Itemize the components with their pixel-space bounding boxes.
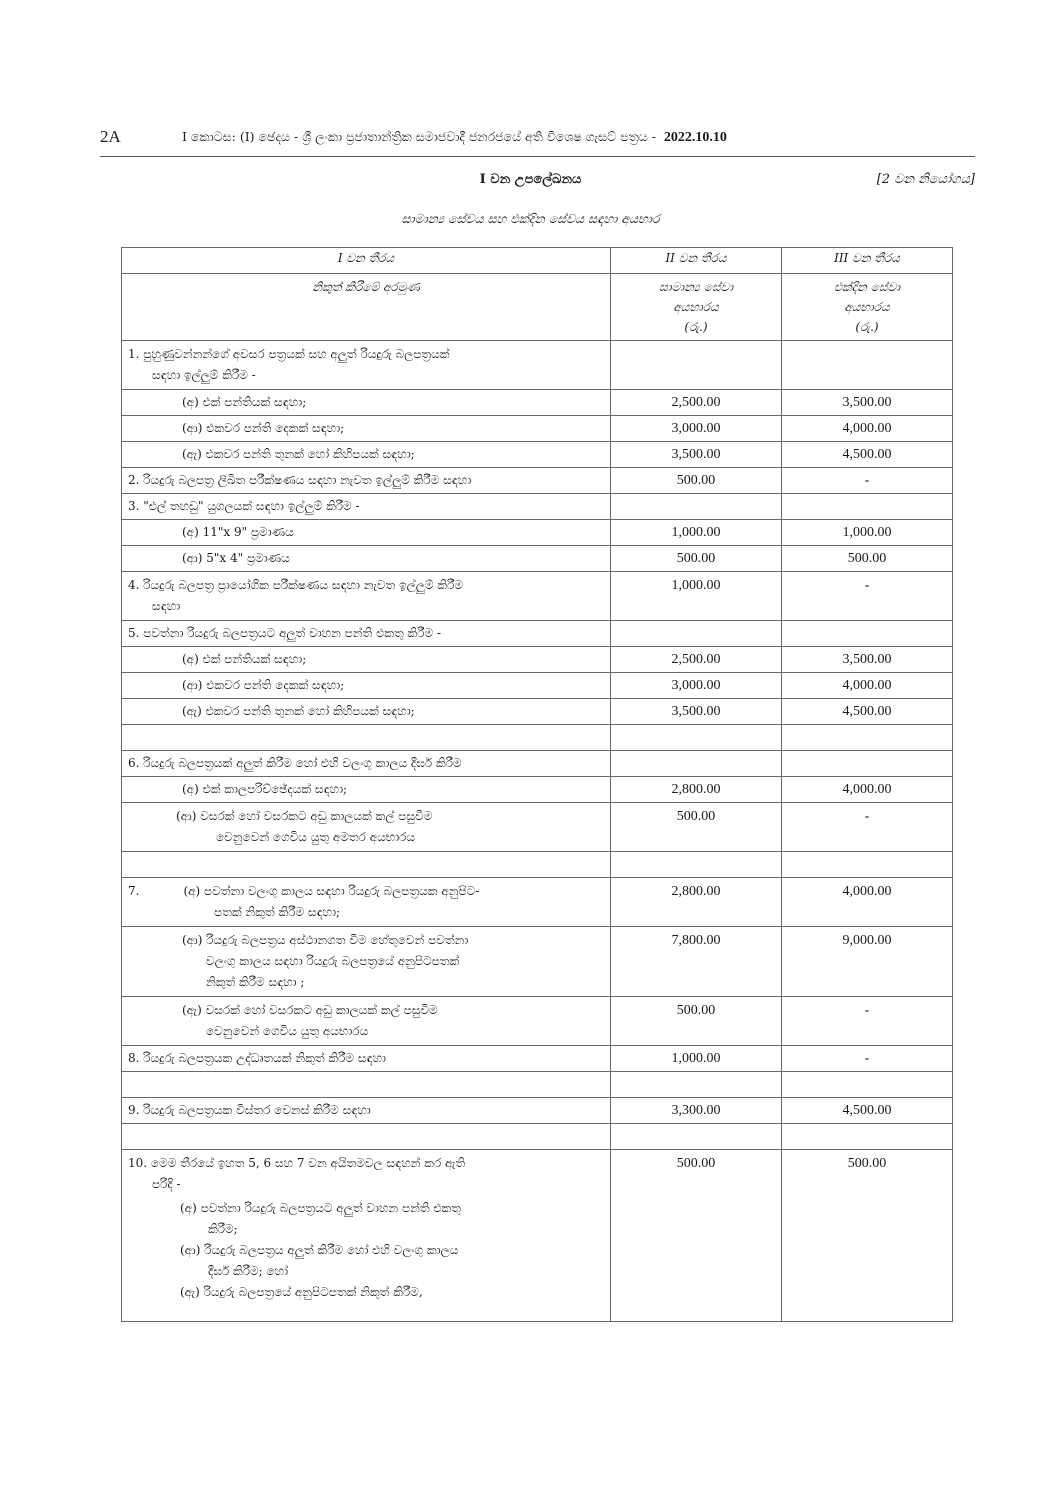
item-number: 7. [128,884,140,898]
spacer-cell [782,1124,953,1150]
oneday-fee-heading-line: එක්දින සේවා [833,280,901,294]
normal-fee-cell: 7,800.00 [611,927,782,997]
oneday-fee-cell [782,621,953,647]
sub-item [128,1240,604,1282]
spacer-cell [611,852,782,878]
spacer-cell [611,1124,782,1150]
normal-fee-cell: 500.00 [611,997,782,1046]
gazette-title-text: I කොටස: (I) ඡෙදය - ශ්‍රී ලංකා ප්‍රජාතාන්ත්‍රික සමාජවාදී ජනරජයේ අති විශෙෂ ගැසට් පත්‍රය - [182,129,656,144]
sub-item-text-continued: කිරීම; [208,1222,238,1236]
oneday-fee-heading-unit: (රු.) [855,320,879,334]
gazette-title [182,129,727,146]
normal-fee-cell [611,751,782,777]
oneday-fee-cell: 4,000.00 [782,416,953,442]
oneday-fee-cell: - [782,1046,953,1072]
table-row [122,927,953,997]
sub-item-text-continued: දීර්ඝ කිරීම; හෝ [208,1264,289,1278]
purpose-cell [122,572,611,621]
spacer-row [122,852,953,878]
oneday-fee-cell: - [782,997,953,1046]
sub-item-text: (ඇ) රියදුරු බලපත්‍රයේ අනුපිටපතක් නිකුත් කිරීම, [180,1285,423,1299]
normal-fee-cell: 3,500.00 [611,442,782,468]
oneday-fee-cell: - [782,468,953,494]
table-row [122,468,953,494]
spacer-row [122,1124,953,1150]
purpose-cell [122,803,611,852]
purpose-cell: (අ) 11"x 9" ප්‍රමාණය [122,520,611,546]
item-text-continued: වෙනුවෙන් ගෙවිය යුතු අයභාරය [206,1024,369,1038]
purpose-cell [122,927,611,997]
normal-fee-heading [611,274,782,341]
table-row [122,520,953,546]
table-row [122,699,953,725]
normal-fee-cell: 2,800.00 [611,777,782,803]
column-number-1: I වන තීරය [122,248,611,274]
gazette-date: 2022.10.10 [663,130,727,145]
oneday-fee-cell: 3,500.00 [782,647,953,673]
purpose-cell: 3. "එල් තහඩු" යුගලයක් සඳහා ඉල්ලුම් කිරීම - [122,494,611,520]
normal-fee-cell: 3,300.00 [611,1098,782,1124]
normal-fee-cell: 3,000.00 [611,416,782,442]
spacer-cell [122,1072,611,1098]
normal-fee-cell: 2,500.00 [611,390,782,416]
table-row [122,442,953,468]
oneday-fee-heading [782,274,953,341]
spacer-cell [782,725,953,751]
table-row [122,803,953,852]
table-row [122,341,953,390]
oneday-fee-cell: 4,500.00 [782,442,953,468]
table-row [122,390,953,416]
item-text-continued: වෙනුවෙන් ගෙවිය යුතු අමතර අයභාරය [216,830,416,844]
normal-fee-heading-unit: (රු.) [684,320,708,334]
table-row [122,673,953,699]
table-row [122,494,953,520]
oneday-fee-cell [782,341,953,390]
purpose-cell: 8. රියදුරු බලපත්‍රයක උද්ධෘතයක් නිකුත් කිරීම සඳහා [122,1046,611,1072]
item-text-continued: නිකුත් කිරීම සඳහා ; [206,975,305,989]
table-row [122,416,953,442]
purpose-cell: (ආ) 5"x 4" ප්‍රමාණය [122,546,611,572]
item-text-continued: පතක් නිකුත් කිරීම සඳහා; [214,905,341,919]
spacer-cell [782,1072,953,1098]
oneday-fee-cell: - [782,803,953,852]
normal-fee-cell: 500.00 [611,468,782,494]
spacer-cell [122,1124,611,1150]
purpose-cell [122,341,611,390]
oneday-fee-cell: 4,000.00 [782,878,953,927]
oneday-fee-cell: 4,000.00 [782,777,953,803]
oneday-fee-cell: 4,500.00 [782,1098,953,1124]
purpose-cell: 9. රියදුරු බලපත්‍රයක විස්තර වෙනස් කිරීම සඳහා [122,1098,611,1124]
item-text: 4. රියදුරු බලපත්‍ර ප්‍රායෝගික පරීක්ෂණය සඳහා නැවත ඉල්ලුම් කිරීම [128,578,463,592]
normal-fee-cell: 3,000.00 [611,673,782,699]
oneday-fee-cell: - [782,572,953,621]
oneday-fee-cell: 500.00 [782,546,953,572]
purpose-cell: 6. රියදුරු බලපත්‍රයක් අලුත් කිරීම හෝ එහි වලංගු කාලය දීර්ඝ කිරීම [122,751,611,777]
purpose-cell [122,997,611,1046]
item-text-continued: සඳහා ඉල්ලුම් කිරීම - [152,368,256,382]
normal-fee-cell: 500.00 [611,1150,782,1322]
rule-reference: [2 වන නියෝගය] [876,172,975,187]
table-row [122,1098,953,1124]
normal-fee-cell: 500.00 [611,546,782,572]
normal-fee-cell [611,341,782,390]
column-number-3: III වන තීරය [782,248,953,274]
purpose-heading [122,274,611,341]
spacer-row [122,1072,953,1098]
page-number: 2A [100,127,121,146]
normal-fee-cell: 1,000.00 [611,572,782,621]
normal-fee-cell [611,494,782,520]
schedule-title: I වන උපලේඛනය [479,172,582,187]
fees-table [121,247,953,1322]
purpose-heading-text: නිකුත් කිරීමේ අරමුණ [312,280,420,294]
item-text-continued: සඳහා [152,599,181,613]
purpose-cell: 5. පවත්නා රියදුරු බලපත්‍රයට අලුත් වාහන පන්ති එකතු කිරීම - [122,621,611,647]
purpose-cell: (ඇ) එකවර පන්ති තුනක් හෝ කිහිපයක් සඳහා; [122,699,611,725]
oneday-fee-cell: 500.00 [782,1150,953,1322]
table-row [122,572,953,621]
table-row [122,647,953,673]
page-header [100,127,975,153]
table-caption: සාමාන්‍ය සේවය සහ එක්දින සේවය සඳහා අයභාර [401,211,660,226]
item-text: 1. පුහුණුවන්නන්ගේ අවසර පත්‍රයක් සහ අලුත් රියදුරු බලපත්‍රයක් [128,347,450,361]
item-text-line [128,881,604,902]
item-text: (ඇ) වසරක් හෝ වසරකට අඩු කාලයක් කල් පසුවීම [182,1003,438,1017]
column-number-2: II වන තීරය [611,248,782,274]
item-text: (ආ) වසරක් හෝ වසරකට අඩු කාලයක් කල් පසුවීම [176,809,433,823]
sub-item-text: (අ) පවත්නා රියදුරු බලපත්‍රයට අලුත් වාහන පන්ති එකතු [180,1201,462,1215]
normal-fee-cell: 1,000.00 [611,520,782,546]
normal-fee-cell: 1,000.00 [611,1046,782,1072]
table-row [122,997,953,1046]
sub-item-text: (ආ) රියදුරු බලපත්‍රය අලුත් කිරීම හෝ එහි වලංගු කාලය [180,1243,459,1257]
item-text: (ආ) රියදුරු බලපත්‍රය අස්ථානගත වීම හේතුවෙන් පවත්නා [182,933,469,947]
table-row [122,1150,953,1322]
spacer-cell [782,852,953,878]
oneday-fee-cell: 4,500.00 [782,699,953,725]
oneday-fee-heading-line: අයභාරය [844,300,890,314]
item-text-continued: පරිදි - [152,1177,181,1191]
item-text: 10. මෙම තීරයේ ඉහත 5, 6 සහ 7 වන අයිතමවල සඳහන් කර ඇති [128,1156,466,1170]
spacer-cell [122,852,611,878]
normal-fee-heading-line: අයභාරය [673,300,719,314]
spacer-cell [611,725,782,751]
sub-item-list [128,1198,604,1303]
item-text: (අ) පවත්නා වලංගු කාලය සඳහා රියදුරු බලපත්‍රයක අනුපිට- [183,884,480,898]
header-rule [100,156,975,157]
purpose-cell: (අ) එක් පන්තියක් සඳහා; [122,647,611,673]
oneday-fee-cell: 3,500.00 [782,390,953,416]
purpose-cell: (ආ) එකවර පන්ති දෙකක් සඳහා; [122,673,611,699]
sub-item [128,1282,604,1303]
spacer-cell [122,725,611,751]
table-row [122,751,953,777]
spacer-cell [611,1072,782,1098]
oneday-fee-cell [782,751,953,777]
table-row [122,621,953,647]
table-row [122,1046,953,1072]
purpose-cell [122,878,611,927]
oneday-fee-cell: 9,000.00 [782,927,953,997]
table-row [122,546,953,572]
spacer-row [122,725,953,751]
oneday-fee-cell: 4,000.00 [782,673,953,699]
normal-fee-cell [611,621,782,647]
table-row [122,878,953,927]
column-heading-row [122,274,953,341]
item-text-continued: වලංගු කාලය සඳහා රියදුරු බලපත්‍රයේ අනුපිටපතක් [206,954,460,968]
normal-fee-cell: 500.00 [611,803,782,852]
sub-item [128,1198,604,1240]
table-row [122,777,953,803]
column-number-row [122,248,953,274]
purpose-cell [122,1150,611,1322]
oneday-fee-cell: 1,000.00 [782,520,953,546]
normal-fee-cell: 2,800.00 [611,878,782,927]
purpose-cell: (ඇ) එකවර පන්ති තුනක් හෝ කිහිපයක් සඳහා; [122,442,611,468]
purpose-cell: 2. රියදුරු බලපත්‍ර ලිඛිත පරීක්ෂණය සඳහා නැවත ඉල්ලුම් කිරීම සඳහා [122,468,611,494]
purpose-cell: (ආ) එකවර පන්ති දෙකක් සඳහා; [122,416,611,442]
purpose-cell: (අ) එක් පන්තියක් සඳහා; [122,390,611,416]
normal-fee-heading-line: සාමාන්‍ය සේවා [658,280,734,294]
normal-fee-cell: 3,500.00 [611,699,782,725]
purpose-cell: (අ) එක් කාලපරිච්ඡේදයක් සඳහා; [122,777,611,803]
oneday-fee-cell [782,494,953,520]
normal-fee-cell: 2,500.00 [611,647,782,673]
